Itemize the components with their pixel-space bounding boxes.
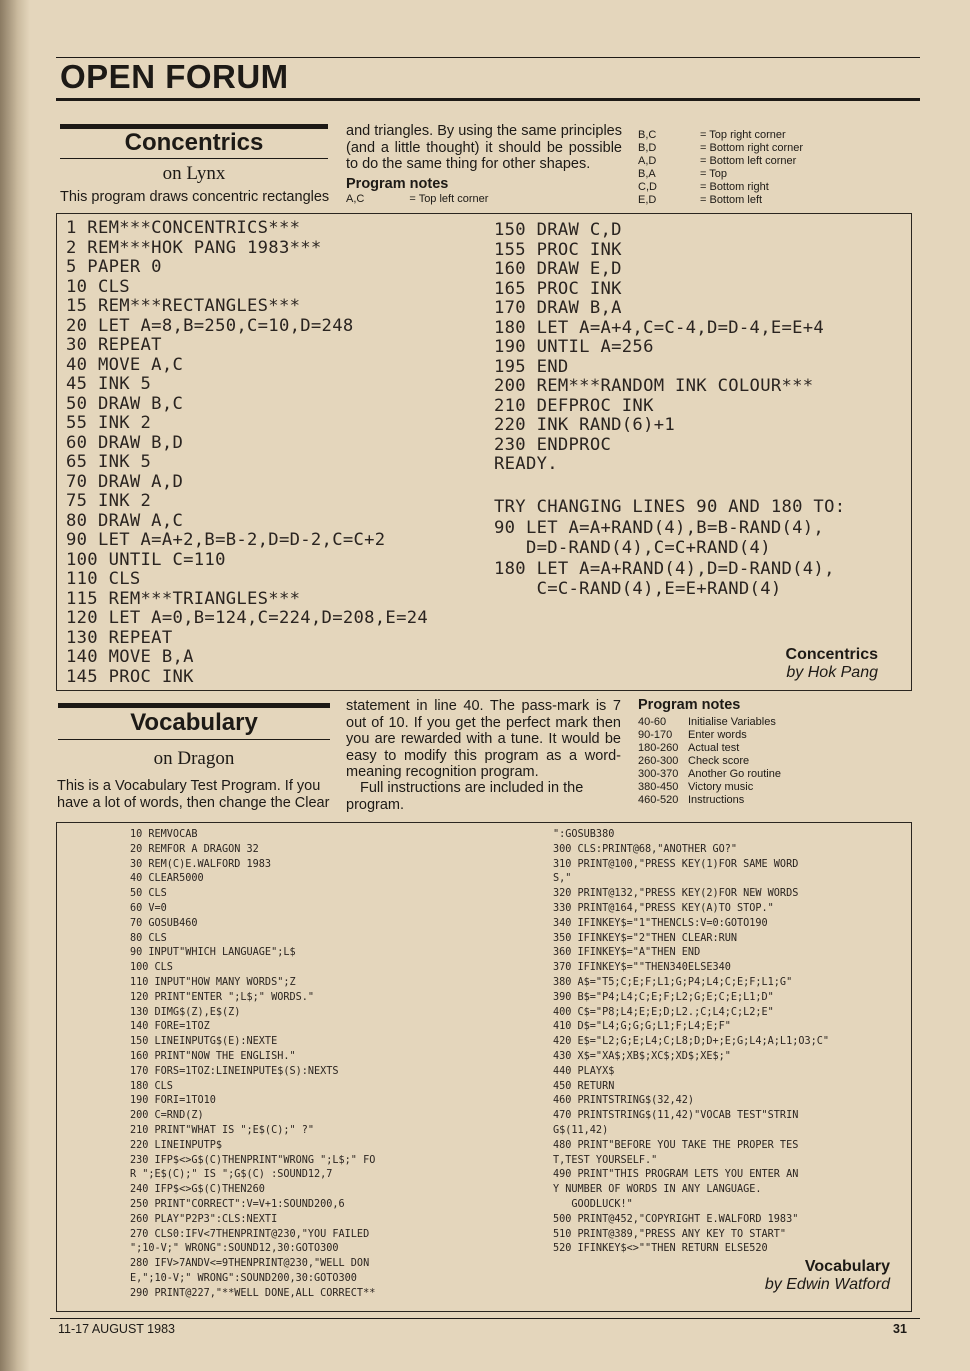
code-line: 380 A$="T5;C;E;F;L1;G;P4;L4;C;E;F;L1;G": [553, 976, 793, 988]
code-line: D=D-RAND(4),C=C+RAND(4): [494, 538, 771, 558]
concentrics-notes-list: [638, 129, 870, 207]
code-line: E,";10-V;" WRONG":SOUND200,30:GOTO300: [130, 1272, 357, 1284]
note-code: 460-520: [638, 794, 679, 806]
code-line: 220 LINEINPUTP$: [130, 1139, 223, 1151]
code-line: 80 CLS: [130, 932, 167, 944]
code-line: 90 INPUT"WHICH LANGUAGE";L$: [130, 947, 296, 959]
note-desc: Check score: [688, 755, 750, 767]
code-line: T,TEST YOURSELF.": [553, 1154, 658, 1166]
code-line: 160 PRINT"NOW THE ENGLISH.": [130, 1050, 296, 1062]
code-line: 510 PRINT@389,"PRESS ANY KEY TO START": [553, 1228, 787, 1240]
code-line: 440 PLAYX$: [553, 1065, 615, 1077]
code-line: 130 DIMG$(Z),E$(Z): [130, 1006, 241, 1018]
code-line: 200 REM***RANDOM INK COLOUR***: [494, 376, 814, 396]
code-line: C=C-RAND(4),E=E+RAND(4): [494, 579, 782, 599]
code-line: 70 GOSUB460: [130, 917, 198, 929]
code-line: GOODLUCK!": [553, 1198, 633, 1210]
note-code: 40-60: [638, 716, 667, 728]
note-code: B,A: [638, 168, 656, 180]
code-line: 2 REM***HOK PANG 1983***: [66, 237, 322, 258]
code-line: 270 CLS0:IFV<7THENPRINT@230,"YOU FAILED: [130, 1228, 370, 1240]
code-line: 490 PRINT"THIS PROGRAM LETS YOU ENTER AN: [553, 1169, 799, 1181]
code-line: R ";E$(C);" IS ";G$(C) :SOUND12,7: [130, 1169, 333, 1181]
credit-author: by Edwin Watford: [764, 1276, 890, 1293]
concentrics-title: Concentrics: [124, 129, 264, 156]
vocabulary-title-rule-bottom: [58, 739, 330, 740]
code-line: 165 PROC INK: [494, 278, 622, 299]
code-line: 10 REMVOCAB: [130, 829, 198, 840]
code-line: 150 DRAW C,D: [494, 220, 622, 240]
concentrics-intro: This program draws concentric rectangles: [60, 189, 330, 205]
note-code: 380-450: [638, 781, 679, 793]
code-line: 420 E$="L2;G;E;L4;C;L8;D;D+;E;G;L4;A;L1;O3;C": [553, 1036, 830, 1048]
code-line: 330 PRINT@164,"PRESS KEY(A)TO STOP.": [553, 902, 774, 914]
code-line: 500 PRINT@452,"COPYRIGHT E.WALFORD 1983": [553, 1213, 799, 1225]
code-line: 100 UNTIL C=110: [66, 549, 226, 570]
code-line: 520 IFINKEY$<>""THEN RETURN ELSE520: [553, 1243, 768, 1255]
code-line: 50 DRAW B,C: [66, 393, 184, 414]
note-code: 300-370: [638, 768, 679, 780]
code-line: ":GOSUB380: [553, 829, 615, 840]
code-line: 170 FORS=1TOZ:LINEINPUTE$(S):NEXTS: [130, 1065, 339, 1077]
code-line: 300 CLS:PRINT@68,"ANOTHER GO?": [553, 843, 738, 855]
code-line: 45 INK 5: [66, 374, 152, 394]
code-line: READY.: [494, 454, 558, 474]
code-line: 460 PRINTSTRING$(32,42): [553, 1095, 695, 1107]
code-line: 195 END: [494, 356, 569, 377]
code-line: 1 REM***CONCENTRICS***: [66, 218, 301, 238]
vocabulary-intro: This is a Vocabulary Test Program. If you have a lot of words, then change the Clear: [57, 778, 330, 811]
credit-title: Concentrics: [785, 646, 878, 663]
code-line: 90 LET A=A+RAND(4),B=B-RAND(4),: [494, 517, 825, 538]
code-line: G$(11,42): [553, 1124, 609, 1136]
code-line: 340 IFINKEY$="1"THENCLS:V=0:GOTO190: [553, 917, 768, 929]
code-line: 40 MOVE A,C: [66, 354, 184, 375]
note-code: 180-260: [638, 742, 679, 754]
vocabulary-title-rule-top: [58, 703, 330, 708]
note-code: 90-170: [638, 729, 673, 741]
code-line: 260 PLAY"P2P3":CLS:NEXTI: [130, 1213, 278, 1225]
concentrics-listing-right: [494, 221, 824, 475]
note-desc: = Bottom right: [700, 181, 769, 193]
vocabulary-notes-list: [638, 716, 868, 807]
code-line: 170 DRAW B,A: [494, 298, 622, 318]
code-line: 70 DRAW A,D: [66, 471, 184, 492]
code-line: 60 DRAW B,D: [66, 432, 184, 453]
note-desc: Actual test: [688, 742, 740, 754]
code-line: 320 PRINT@132,"PRESS KEY(2)FOR NEW WORDS: [553, 888, 799, 900]
note-code: E,D: [638, 194, 657, 206]
code-line: 360 IFINKEY$="A"THEN END: [553, 947, 701, 959]
page-number: 31: [893, 1322, 907, 1336]
vocabulary-listing-right: [553, 828, 829, 1257]
code-line: 470 PRINTSTRING$(11,42)"VOCAB TEST"STRIN: [553, 1110, 799, 1122]
code-line: 110 INPUT"HOW MANY WORDS";Z: [130, 976, 296, 988]
note-desc: = Bottom left corner: [700, 155, 797, 167]
code-line: 250 PRINT"CORRECT":V=V+1:SOUND200,6: [130, 1198, 345, 1210]
code-line: 10 CLS: [66, 276, 130, 297]
code-line: S,": [553, 873, 572, 885]
code-line: 200 C=RND(Z): [130, 1110, 204, 1122]
code-line: 110 CLS: [66, 569, 141, 589]
vocabulary-platform: on Dragon: [153, 748, 235, 769]
code-line: 480 PRINT"BEFORE YOU TAKE THE PROPER TES: [553, 1139, 799, 1151]
code-line: 370 IFINKEY$=""THEN340ELSE340: [553, 962, 731, 974]
code-line: 55 INK 2: [66, 413, 152, 433]
code-line: 75 INK 2: [66, 491, 152, 511]
code-line: 150 LINEINPUTG$(E):NEXTE: [130, 1036, 278, 1048]
code-line: 210 PRINT"WHAT IS ";E$(C);" ?": [130, 1124, 315, 1136]
code-line: 160 DRAW E,D: [494, 259, 622, 279]
vocabulary-title: Vocabulary: [130, 709, 258, 736]
code-line: 240 IFP$<>G$(C)THEN260: [130, 1184, 265, 1196]
code-line: 115 REM***TRIANGLES***: [66, 588, 301, 609]
code-line: 180 LET A=A+RAND(4),D=D-RAND(4),: [494, 558, 835, 579]
code-line: 90 LET A=A+2,B=B-2,D=D-2,C=C+2: [66, 530, 386, 550]
code-line: 120 PRINT"ENTER ";L$;" WORDS.": [130, 991, 315, 1003]
code-line: TRY CHANGING LINES 90 AND 180 TO:: [494, 497, 846, 517]
code-line: 140 MOVE B,A: [66, 647, 194, 667]
code-line: 155 PROC INK: [494, 239, 622, 260]
note-code: A,C: [346, 193, 365, 205]
code-line: 40 CLEAR5000: [130, 873, 204, 885]
code-line: 5 PAPER 0: [66, 257, 162, 277]
code-line: 390 B$="P4;L4;C;E;F;L2;G;E;C;E;L1;D": [553, 991, 774, 1003]
note-code: A,D: [638, 155, 657, 167]
note-desc: = Top: [700, 168, 728, 180]
note-desc: = Bottom right corner: [700, 142, 804, 154]
note-desc: Initialise Variables: [688, 716, 776, 728]
code-line: 30 REM(C)E.WALFORD 1983: [130, 858, 272, 870]
note-desc: = Bottom left: [700, 194, 763, 206]
note-desc: Another Go routine: [688, 768, 781, 780]
note-desc: Enter words: [688, 729, 747, 741]
code-line: 310 PRINT@100,"PRESS KEY(1)FOR SAME WORD: [553, 858, 799, 870]
code-line: 65 INK 5: [66, 452, 152, 472]
code-line: 400 C$="P8;L4;E;E;D;L2.;C;L4;C;L2;E": [553, 1006, 774, 1018]
code-line: 450 RETURN: [553, 1080, 615, 1092]
page-spine: [0, 0, 30, 1371]
code-line: 230 IFP$<>G$(C)THENPRINT"WRONG ";L$;" FO: [130, 1154, 376, 1166]
note-desc: = Top left corner: [409, 193, 489, 205]
header-bottom-rule: [56, 98, 920, 101]
code-line: 15 REM***RECTANGLES***: [66, 296, 301, 316]
note-desc: Victory music: [688, 781, 754, 793]
concentrics-note-left: [346, 193, 488, 205]
section-title: OPEN FORUM: [60, 58, 289, 95]
credit-author: by Hok Pang: [786, 664, 878, 681]
code-line: 410 D$="L4;G;G;G;L1;F;L4;E;F": [553, 1021, 731, 1033]
code-line: Y NUMBER OF WORDS IN ANY LANGUAGE.: [553, 1184, 762, 1196]
concentrics-credit: [786, 646, 878, 682]
code-line: 145 PROC INK: [66, 666, 194, 687]
code-line: 30 REPEAT: [66, 335, 162, 355]
code-line: 180 CLS: [130, 1080, 173, 1092]
vocabulary-col2-text: statement in line 40. The pass-mark is 7 out of 10. If you get the perfect mark then you are rewarded with a tune. It would be easy to modify this program as a word-meaning recognition program.: [346, 698, 621, 780]
note-code: 260-300: [638, 755, 679, 767]
code-line: 80 DRAW A,C: [66, 510, 184, 531]
code-line: 220 INK RAND(6)+1: [494, 415, 676, 435]
code-line: ";10-V;" WRONG":SOUND12,30:GOTO300: [130, 1243, 339, 1255]
code-line: 120 LET A=0,B=124,C=224,D=208,E=24: [66, 608, 429, 628]
code-line: 130 REPEAT: [66, 627, 173, 648]
code-line: 290 PRINT@227,"**WELL DONE,ALL CORRECT**: [130, 1287, 376, 1299]
vocabulary-notes-heading: Program notes: [638, 697, 741, 713]
vocabulary-credit: [765, 1258, 890, 1294]
code-line: 190 UNTIL A=256: [494, 337, 654, 357]
note-code: B,C: [638, 129, 657, 141]
note-desc: = Top right corner: [700, 129, 786, 141]
concentrics-try-lines: [494, 497, 845, 600]
code-line: 20 LET A=8,B=250,C=10,D=248: [66, 315, 354, 336]
code-line: 50 CLS: [130, 888, 167, 900]
concentrics-title-rule-bottom: [60, 158, 328, 159]
code-line: 230 ENDPROC: [494, 434, 612, 455]
code-line: 430 X$="XA$;XB$;XC$;XD$;XE$;": [553, 1050, 731, 1062]
footer-rule: [50, 1318, 920, 1319]
code-line: 280 IFV>7ANDV<=9THENPRINT@230,"WELL DON: [130, 1258, 370, 1270]
concentrics-notes-heading: Program notes: [346, 176, 449, 192]
vocabulary-listing-left: [130, 828, 375, 1302]
concentrics-platform: on Lynx: [162, 163, 226, 184]
credit-title: Vocabulary: [804, 1258, 890, 1275]
code-line: 20 REMFOR A DRAGON 32: [130, 843, 259, 855]
vocabulary-col2-text2: Full instructions are included in the program.: [346, 780, 584, 813]
code-line: 100 CLS: [130, 962, 173, 974]
code-line: 60 V=0: [130, 902, 167, 914]
code-line: 140 FORE=1TOZ: [130, 1021, 210, 1033]
code-line: 350 IFINKEY$="2"THEN CLEAR:RUN: [553, 932, 738, 944]
concentrics-col2-text: and triangles. By using the same principles (and a little thought) it should be possible to do the same thing for other shapes.: [346, 123, 622, 172]
note-code: C,D: [638, 181, 657, 193]
code-line: 210 DEFPROC INK: [494, 395, 654, 416]
note-code: B,D: [638, 142, 657, 154]
code-line: 190 FORI=1TO10: [130, 1095, 216, 1107]
footer-date: 11-17 AUGUST 1983: [58, 1322, 175, 1336]
code-line: 180 LET A=A+4,C=C-4,D=D-4,E=E+4: [494, 317, 825, 338]
note-desc: Instructions: [688, 794, 745, 806]
concentrics-listing-left: [66, 219, 428, 687]
